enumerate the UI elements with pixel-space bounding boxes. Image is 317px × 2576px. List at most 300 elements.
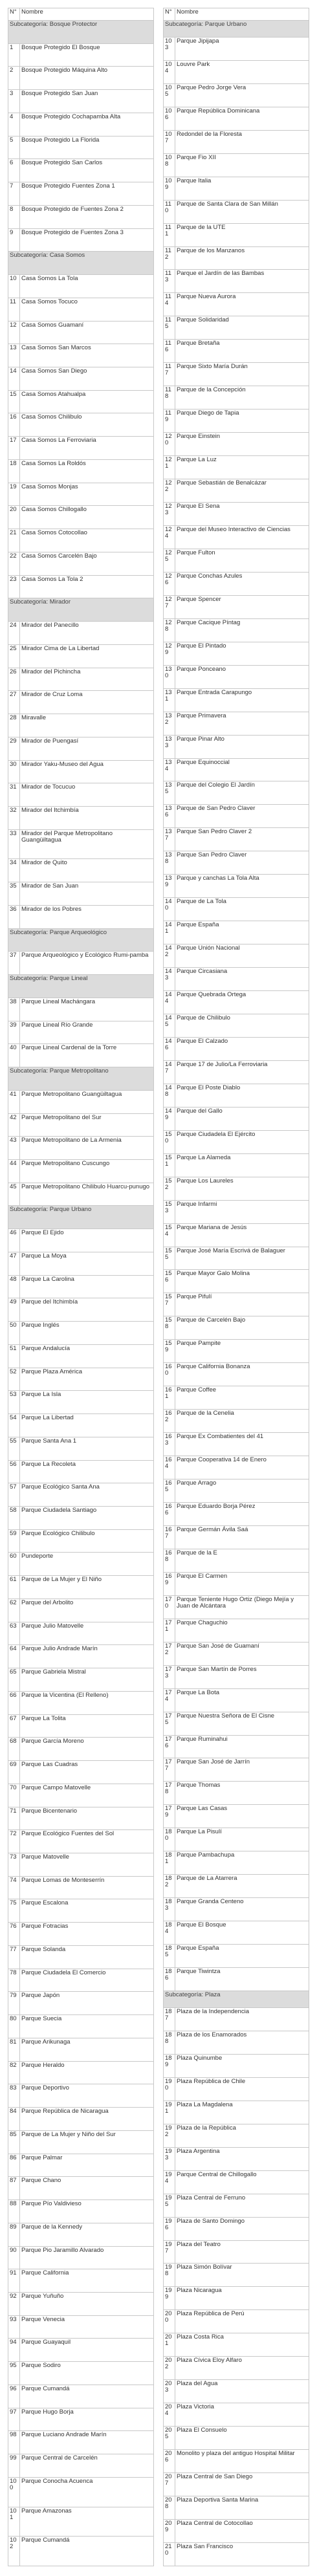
row-name: Plaza Central de Ferruno xyxy=(175,2194,309,2217)
table-row xyxy=(8,1738,154,1761)
table-row xyxy=(164,898,309,921)
row-number: 135 xyxy=(164,781,175,805)
row-number: 49 xyxy=(8,1298,20,1322)
row-name: Parque San Martín de Porres xyxy=(175,1665,309,1688)
row-number: 13 xyxy=(8,344,20,367)
table-row xyxy=(164,2054,309,2077)
row-name: Parque del Gallo xyxy=(175,1107,309,1130)
row-name: Parque Coffee xyxy=(175,1386,309,1410)
category-label: Subcategoría: Parque Urbano xyxy=(164,21,309,38)
table-row xyxy=(164,456,309,479)
table-row xyxy=(8,2038,154,2061)
table-row xyxy=(164,1525,309,1549)
table-row xyxy=(8,367,154,391)
row-number: 113 xyxy=(164,270,175,293)
table-row xyxy=(8,1645,154,1668)
table-row xyxy=(164,200,309,223)
table-row xyxy=(164,1665,309,1688)
table-row xyxy=(8,2154,154,2177)
row-name: Parque y canchas La Tola Alta xyxy=(175,875,309,898)
table-row xyxy=(164,781,309,805)
row-number: 172 xyxy=(164,1642,175,1665)
row-name: Casa Somos Atahualpa xyxy=(20,390,154,413)
row-number: 77 xyxy=(8,1945,20,1969)
row-name: Parque de la Concepción xyxy=(175,386,309,409)
table-row xyxy=(164,688,309,712)
row-number: 10 xyxy=(8,275,20,298)
row-number: 46 xyxy=(8,1229,20,1252)
row-number: 97 xyxy=(8,2408,20,2431)
category-row xyxy=(8,928,154,952)
row-number: 136 xyxy=(164,805,175,828)
table-row xyxy=(164,2357,309,2380)
row-name: Parque del Itchimbía xyxy=(20,1298,154,1322)
row-number: 148 xyxy=(164,1084,175,1107)
table-row xyxy=(164,1037,309,1060)
row-name: Parque Arqueológico y Ecológico Rumi-pamba xyxy=(20,952,154,975)
table-row xyxy=(8,2339,154,2362)
row-number: 56 xyxy=(8,1460,20,1483)
row-name: Parque Mariana de Jesús xyxy=(175,1223,309,1247)
row-number: 134 xyxy=(164,758,175,781)
table-row xyxy=(164,1503,309,1526)
row-name: Parque Equinoccial xyxy=(175,758,309,781)
table-row xyxy=(8,905,154,928)
table-row xyxy=(164,1153,309,1177)
row-number: 123 xyxy=(164,503,175,526)
table-row xyxy=(164,2403,309,2427)
table-row xyxy=(8,2177,154,2200)
table-row xyxy=(164,479,309,503)
name-header: Nombre xyxy=(175,8,309,21)
category-label: Subcategoría: Bosque Protector xyxy=(8,21,154,44)
row-number: 198 xyxy=(164,2264,175,2287)
table-row xyxy=(8,298,154,321)
table-row xyxy=(8,829,154,859)
row-name: Plaza Cívica Eloy Alfaro xyxy=(175,2357,309,2380)
row-name: Monolito y plaza del antiguo Hospital Militar xyxy=(175,2450,309,2473)
table-row xyxy=(8,1021,154,1044)
row-number: 137 xyxy=(164,828,175,851)
row-name: Parque La Tolita xyxy=(20,1714,154,1738)
category-row xyxy=(8,598,154,622)
row-name: Plaza República de Chile xyxy=(175,2077,309,2101)
row-number: 40 xyxy=(8,1044,20,1067)
table-row xyxy=(8,1183,154,1206)
table-row xyxy=(164,37,309,60)
table-row xyxy=(164,1828,309,1851)
row-name: Parque Deportivo xyxy=(20,2084,154,2108)
row-number: 18 xyxy=(8,459,20,483)
row-number: 14 xyxy=(8,367,20,391)
row-number: 75 xyxy=(8,1899,20,1923)
row-name: Bosque Protegido Cochapamba Alta xyxy=(20,113,154,136)
row-number: 102 xyxy=(8,2537,20,2566)
row-number: 176 xyxy=(164,1735,175,1758)
row-number: 48 xyxy=(8,1275,20,1298)
row-number: 71 xyxy=(8,1807,20,1830)
row-number: 128 xyxy=(164,618,175,642)
table-row xyxy=(8,1322,154,1345)
row-number: 8 xyxy=(8,205,20,228)
row-name: Parque Chaguchio xyxy=(175,1619,309,1642)
table-row xyxy=(8,998,154,1021)
row-number: 42 xyxy=(8,1113,20,1137)
table-row xyxy=(8,2108,154,2131)
table-row xyxy=(164,1875,309,1898)
row-name: Parque Campo Matovelle xyxy=(20,1784,154,1807)
row-number: 88 xyxy=(8,2200,20,2223)
row-number: 181 xyxy=(164,1851,175,1875)
row-number: 63 xyxy=(8,1622,20,1645)
row-number: 99 xyxy=(8,2454,20,2478)
row-name: Parque El Poste Diablo xyxy=(175,1084,309,1107)
table-row xyxy=(164,2077,309,2101)
row-name: Parque Heraldo xyxy=(20,2061,154,2084)
row-number: 107 xyxy=(164,130,175,153)
row-number: 127 xyxy=(164,595,175,618)
name-header: Nombre xyxy=(20,8,154,21)
row-name: Parque Pampite xyxy=(175,1340,309,1363)
table-row xyxy=(8,552,154,575)
table-row xyxy=(164,1177,309,1200)
table-row xyxy=(164,735,309,758)
table-row xyxy=(8,2292,154,2315)
table-row xyxy=(8,2130,154,2154)
table-row xyxy=(8,882,154,906)
row-number: 183 xyxy=(164,1898,175,1921)
row-number: 76 xyxy=(8,1923,20,1946)
row-name: Casa Somos La Tola xyxy=(20,275,154,298)
row-name: Plaza Central de Cotocollao xyxy=(175,2519,309,2542)
row-name: Parque Metropolitano del Sur xyxy=(20,1113,154,1137)
table-row xyxy=(8,1576,154,1599)
row-number: 19 xyxy=(8,483,20,506)
table-row xyxy=(164,1619,309,1642)
row-name: Parque Andalucía xyxy=(20,1344,154,1368)
table-row xyxy=(164,1712,309,1735)
table-row xyxy=(8,529,154,552)
table-row xyxy=(164,1084,309,1107)
row-number: 199 xyxy=(164,2287,175,2310)
table-row xyxy=(8,1945,154,1969)
right-table-body xyxy=(164,21,309,2566)
right-table xyxy=(163,8,309,2566)
row-name: Parque Tiwintza xyxy=(175,1968,309,1991)
table-row xyxy=(8,1344,154,1368)
table-row xyxy=(164,316,309,340)
table-row xyxy=(8,2246,154,2269)
row-name: Parque Julio Andrade Marín xyxy=(20,1645,154,1668)
table-row xyxy=(164,433,309,456)
table-row xyxy=(8,1252,154,1275)
table-row xyxy=(8,113,154,136)
row-name: Parque de Santa Clara de San Millán xyxy=(175,200,309,223)
row-number: 143 xyxy=(164,968,175,991)
row-number: 200 xyxy=(164,2310,175,2333)
row-name: Parque Einstein xyxy=(175,433,309,456)
row-number: 47 xyxy=(8,1252,20,1275)
row-name: Casa Somos Monjas xyxy=(20,483,154,506)
row-number: 83 xyxy=(8,2084,20,2108)
row-name: Parque Hugo Borja xyxy=(20,2408,154,2431)
row-name: Mirador Yaku-Museo del Agua xyxy=(20,760,154,783)
row-name: Casa Somos San Marcos xyxy=(20,344,154,367)
row-name: Parque La Libertad xyxy=(20,1414,154,1437)
row-name: Parque de la Cenelia xyxy=(175,1410,309,1433)
row-name: Parque Pambachupa xyxy=(175,1851,309,1875)
row-name: Parque Venecia xyxy=(20,2315,154,2339)
row-name: Parque Diego de Tapia xyxy=(175,409,309,433)
row-number: 118 xyxy=(164,386,175,409)
row-number: 162 xyxy=(164,1410,175,1433)
row-number: 62 xyxy=(8,1599,20,1622)
row-name: Parque Conchas Azules xyxy=(175,572,309,595)
row-name: Plaza del Agua xyxy=(175,2380,309,2403)
row-name: Parque de Chilibulo xyxy=(175,1014,309,1037)
row-name: Plaza Costa Rica xyxy=(175,2333,309,2357)
table-row xyxy=(164,1340,309,1363)
table-row xyxy=(164,130,309,153)
table-row xyxy=(164,223,309,246)
table-row xyxy=(164,1107,309,1130)
row-number: 7 xyxy=(8,182,20,206)
row-number: 23 xyxy=(8,575,20,598)
table-row xyxy=(164,1386,309,1410)
table-row xyxy=(164,2310,309,2333)
table-row xyxy=(164,2473,309,2496)
row-name: Parque del Museo Interactivo de Ciencias xyxy=(175,525,309,549)
category-label: Subcategoría: Plaza xyxy=(164,1991,309,2008)
row-number: 36 xyxy=(8,905,20,928)
table-row xyxy=(164,270,309,293)
table-row xyxy=(164,177,309,200)
table-row xyxy=(8,622,154,645)
row-number: 84 xyxy=(8,2108,20,2131)
table-row xyxy=(8,1599,154,1622)
row-name: Parque Infarmi xyxy=(175,1200,309,1223)
table-row xyxy=(164,2264,309,2287)
table-row xyxy=(8,483,154,506)
table-row xyxy=(164,1945,309,1968)
row-number: 188 xyxy=(164,2031,175,2054)
table-row xyxy=(8,2084,154,2108)
row-number: 160 xyxy=(164,1363,175,1386)
row-name: Parque Matovelle xyxy=(20,1853,154,1877)
row-number: 190 xyxy=(164,2077,175,2101)
category-label: Subcategoría: Casa Somos xyxy=(8,252,154,275)
row-number: 67 xyxy=(8,1714,20,1738)
table-row xyxy=(8,2477,154,2507)
row-name: Parque Metropolitano Chilibulo Huarcu-punugo xyxy=(20,1183,154,1206)
row-number: 52 xyxy=(8,1368,20,1391)
row-number: 26 xyxy=(8,668,20,691)
row-name: Bosque Protegido de Fuentes Zona 2 xyxy=(20,205,154,228)
table-row xyxy=(8,1714,154,1738)
row-name: Mirador del Itchimbía xyxy=(20,806,154,829)
row-name: Parque Gabriela Mistral xyxy=(20,1668,154,1692)
row-number: 24 xyxy=(8,622,20,645)
row-number: 156 xyxy=(164,1270,175,1293)
table-row xyxy=(8,43,154,67)
row-number: 119 xyxy=(164,409,175,433)
right-column xyxy=(163,8,309,2568)
row-number: 69 xyxy=(8,1761,20,1784)
row-name: Mirador Cima de La Libertad xyxy=(20,644,154,668)
table-row xyxy=(164,2519,309,2542)
table-row xyxy=(8,1507,154,1530)
row-number: 22 xyxy=(8,552,20,575)
table-row xyxy=(164,525,309,549)
row-number: 170 xyxy=(164,1595,175,1619)
row-name: Plaza de Santo Domingo xyxy=(175,2217,309,2240)
row-name: Parque la Vicentina (El Relleno) xyxy=(20,1691,154,1714)
row-name: Plaza Argentina xyxy=(175,2147,309,2170)
table-row xyxy=(164,991,309,1014)
row-number: 20 xyxy=(8,506,20,529)
row-number: 192 xyxy=(164,2124,175,2147)
row-name: Casa Somos Cotocollao xyxy=(20,529,154,552)
row-number: 151 xyxy=(164,1153,175,1177)
table-row xyxy=(164,153,309,177)
row-number: 179 xyxy=(164,1805,175,1828)
row-name: Parque Cumandá xyxy=(20,2385,154,2408)
row-name: Parque La Bota xyxy=(175,1688,309,1712)
row-number: 166 xyxy=(164,1503,175,1526)
row-number: 80 xyxy=(8,2015,20,2038)
table-row xyxy=(8,90,154,113)
table-row xyxy=(164,1595,309,1619)
row-name: Parque República Dominicana xyxy=(175,107,309,130)
category-row xyxy=(8,21,154,44)
row-number: 141 xyxy=(164,921,175,944)
row-name: Plaza Quinumbe xyxy=(175,2054,309,2077)
table-row xyxy=(8,1090,154,1113)
table-row xyxy=(164,2124,309,2147)
row-number: 31 xyxy=(8,783,20,807)
row-name: Casa Somos La Tola 2 xyxy=(20,575,154,598)
table-row xyxy=(8,2269,154,2293)
table-row xyxy=(164,1549,309,1572)
row-name: Parque Las Cuadras xyxy=(20,1761,154,1784)
table-row xyxy=(8,714,154,737)
table-row xyxy=(164,1410,309,1433)
table-row xyxy=(8,644,154,668)
row-name: Casa Somos La Roldós xyxy=(20,459,154,483)
table-row xyxy=(8,228,154,252)
row-number: 206 xyxy=(164,2450,175,2473)
table-row xyxy=(8,1807,154,1830)
table-row xyxy=(8,2223,154,2246)
row-name: Parque El Ejido xyxy=(20,1229,154,1252)
table-row xyxy=(164,2217,309,2240)
row-number: 201 xyxy=(164,2333,175,2357)
row-name: Redondel de la Floresta xyxy=(175,130,309,153)
row-number: 110 xyxy=(164,200,175,223)
row-number: 146 xyxy=(164,1037,175,1060)
row-number: 116 xyxy=(164,340,175,363)
left-header-row xyxy=(8,8,154,21)
row-number: 54 xyxy=(8,1414,20,1437)
num-header: N° xyxy=(164,8,175,21)
row-number: 55 xyxy=(8,1437,20,1460)
table-row xyxy=(164,921,309,944)
table-row xyxy=(8,1668,154,1692)
row-number: 149 xyxy=(164,1107,175,1130)
row-name: Parque La Pisulí xyxy=(175,1828,309,1851)
row-name: Parque Sodiro xyxy=(20,2362,154,2385)
table-row xyxy=(8,2015,154,2038)
table-row xyxy=(8,691,154,714)
table-row xyxy=(8,760,154,783)
row-number: 174 xyxy=(164,1688,175,1712)
row-name: Pundeporte xyxy=(20,1553,154,1576)
row-name: Parque del Arbolito xyxy=(20,1599,154,1622)
row-number: 5 xyxy=(8,136,20,159)
row-number: 129 xyxy=(164,642,175,665)
row-name: Mirador del Panecillo xyxy=(20,622,154,645)
row-number: 4 xyxy=(8,113,20,136)
table-row xyxy=(8,1414,154,1437)
table-row xyxy=(8,1553,154,1576)
row-number: 93 xyxy=(8,2315,20,2339)
row-number: 87 xyxy=(8,2177,20,2200)
table-row xyxy=(164,363,309,386)
row-number: 38 xyxy=(8,998,20,1021)
table-row xyxy=(164,2194,309,2217)
row-number: 196 xyxy=(164,2217,175,2240)
row-name: Parque de La Mujer y Niño del Sur xyxy=(20,2130,154,2154)
row-name: Bosque Protegido de Fuentes Zona 3 xyxy=(20,228,154,252)
row-name: Parque Thomas xyxy=(175,1782,309,1805)
table-row xyxy=(164,2170,309,2194)
row-name: Parque Guayaquil xyxy=(20,2339,154,2362)
row-name: Parque Palmar xyxy=(20,2154,154,2177)
row-name: Plaza Victoria xyxy=(175,2403,309,2427)
row-name: Parque Metropolitano Guangüiltagua xyxy=(20,1090,154,1113)
table-row xyxy=(8,1992,154,2015)
row-name: Bosque Protegido Fuentes Zona 1 xyxy=(20,182,154,206)
row-name: Parque Bretaña xyxy=(175,340,309,363)
row-number: 106 xyxy=(164,107,175,130)
table-row xyxy=(164,386,309,409)
row-name: Parque de la Kennedy xyxy=(20,2223,154,2246)
row-name: Parque de La Tola xyxy=(175,898,309,921)
row-name: Parque California xyxy=(20,2269,154,2293)
row-number: 159 xyxy=(164,1340,175,1363)
table-row xyxy=(8,1784,154,1807)
category-label: Subcategoría: Parque Arqueológico xyxy=(8,928,154,952)
table-row xyxy=(8,67,154,90)
table-row xyxy=(164,2450,309,2473)
table-row xyxy=(164,1130,309,1153)
row-name: Parque Las Casas xyxy=(175,1805,309,1828)
row-name: Parque José María Escrivá de Balaguer xyxy=(175,1247,309,1270)
row-number: 142 xyxy=(164,944,175,968)
table-row xyxy=(8,1899,154,1923)
table-row xyxy=(8,344,154,367)
row-number: 131 xyxy=(164,688,175,712)
table-row xyxy=(164,1968,309,1991)
table-row xyxy=(8,783,154,807)
row-number: 98 xyxy=(8,2431,20,2454)
table-row xyxy=(8,1969,154,1992)
table-row xyxy=(8,1830,154,1853)
table-row xyxy=(8,952,154,975)
table-row xyxy=(164,83,309,107)
row-number: 68 xyxy=(8,1738,20,1761)
row-number: 79 xyxy=(8,1992,20,2015)
